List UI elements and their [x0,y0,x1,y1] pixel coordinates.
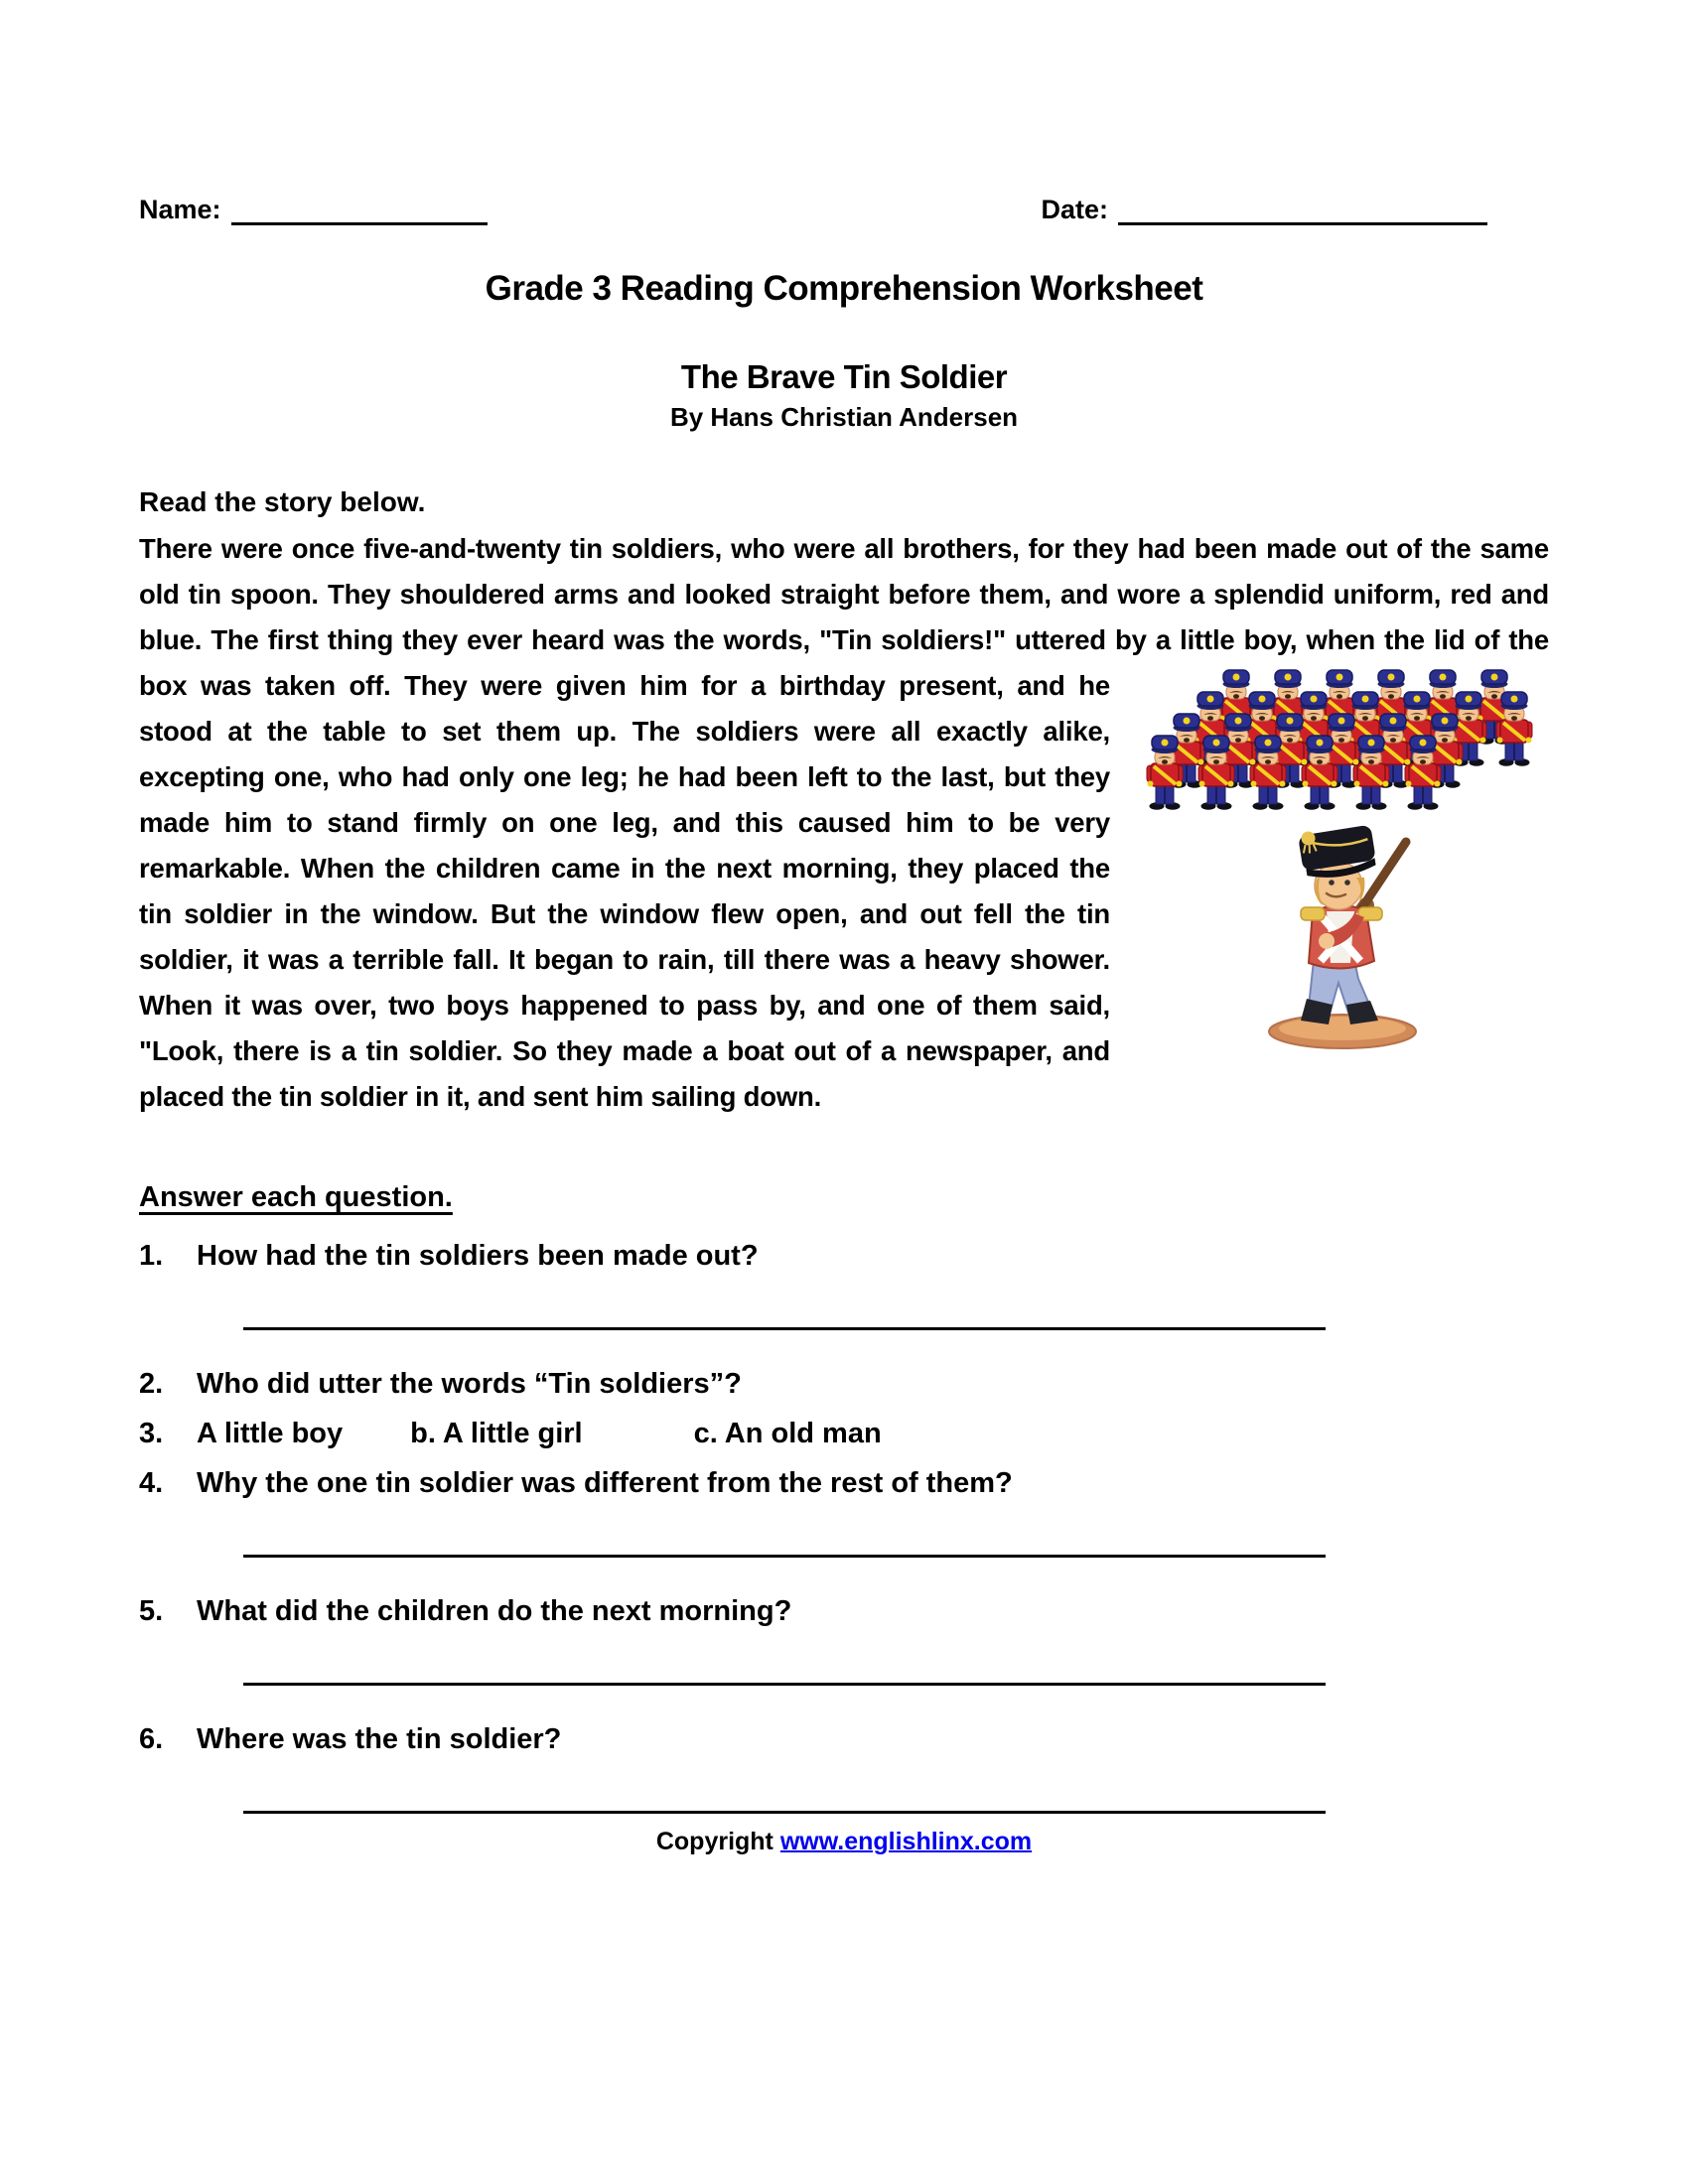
question-6 [139,1719,1549,1759]
question-3 [139,1414,1549,1453]
question-4 [139,1463,1549,1503]
read-instructions: Read the story below. [139,486,426,517]
question-1 [139,1236,1549,1276]
answer-line-1 [243,1327,1326,1330]
question-3-options [197,1414,1549,1453]
question-5-text: What did the children do the next morning? [197,1595,792,1627]
copyright-label: Copyright [655,1828,774,1855]
story-title: The Brave Tin Soldier [680,358,1008,395]
question-3-option-b: b. A little girl [410,1418,583,1449]
tin-soldier-single-image [1255,814,1429,1052]
date-field [1041,195,1487,225]
header-row [139,195,1549,225]
question-6-text: Where was the tin soldier? [197,1723,562,1755]
footer [139,1828,1549,1856]
story-text [139,526,1549,1120]
page-title: Grade 3 Reading Comprehension Worksheet [485,269,1203,308]
story-part-1: There were once five-and-twenty tin soldiers, who were all brothers, for they had been made out of the same old tin spoon. They shouldered arms and looked straight before them, and wore a splendid uniform, red and blue. The first thing they ever heard was the words, "Tin soldiers!" uttered by a little boy, when the lid of the box was taken off. They were given him for a birthday [139,533,1549,701]
story-part-2: present, and he stood at the table to set them up. The soldiers were all exactly alike, excepting one, who had only one leg; he had been left to the last, but they made him to stand firmly on one leg, and this caused him to be very remarkable. When the children came in the next morning, they placed the tin soldier in the window. But the window flew open, and out fell the tin soldier, it was a terrible fall. It began to rain, till there was a heavy shower. When it was over, two boys happened to pass by, and one of them said, "Look, there is a tin soldier. So they made a boat out of a newspaper, and placed the tin soldier in it, and sent him sailing down. [139,670,1110,1112]
name-field [139,195,488,225]
question-3-option-a: A little boy [197,1418,344,1449]
question-4-text: Why the one tin soldier was different from the rest of them? [197,1467,1013,1499]
answer-line-5 [243,1683,1326,1686]
question-2 [139,1364,1549,1404]
questions-header: Answer each question. [139,1181,453,1213]
answer-line-6 [243,1811,1326,1814]
question-6-number: 6. [139,1723,164,1755]
question-1-text: How had the tin soldiers been made out? [197,1240,759,1272]
answer-line-4 [243,1555,1326,1558]
question-3-number: 3. [139,1418,164,1449]
story-illustration [1134,667,1549,1052]
single-soldier-wrap [1134,814,1549,1052]
question-2-number: 2. [139,1368,164,1400]
question-4-number: 4. [139,1467,164,1499]
story-author: By Hans Christian Andersen [669,402,1019,432]
name-blank-line [231,199,488,225]
question-1-number: 1. [139,1240,164,1272]
name-label: Name: [139,195,221,224]
question-5-number: 5. [139,1595,164,1627]
date-label: Date: [1041,195,1108,224]
date-blank-line [1118,199,1487,225]
tin-soldiers-group-image [1143,667,1540,814]
copyright-link[interactable]: www.englishlinx.com [779,1828,1033,1855]
question-5 [139,1591,1549,1631]
question-3-option-c: c. An old man [693,1418,882,1449]
question-2-text: Who did utter the words “Tin soldiers”? [197,1368,742,1400]
